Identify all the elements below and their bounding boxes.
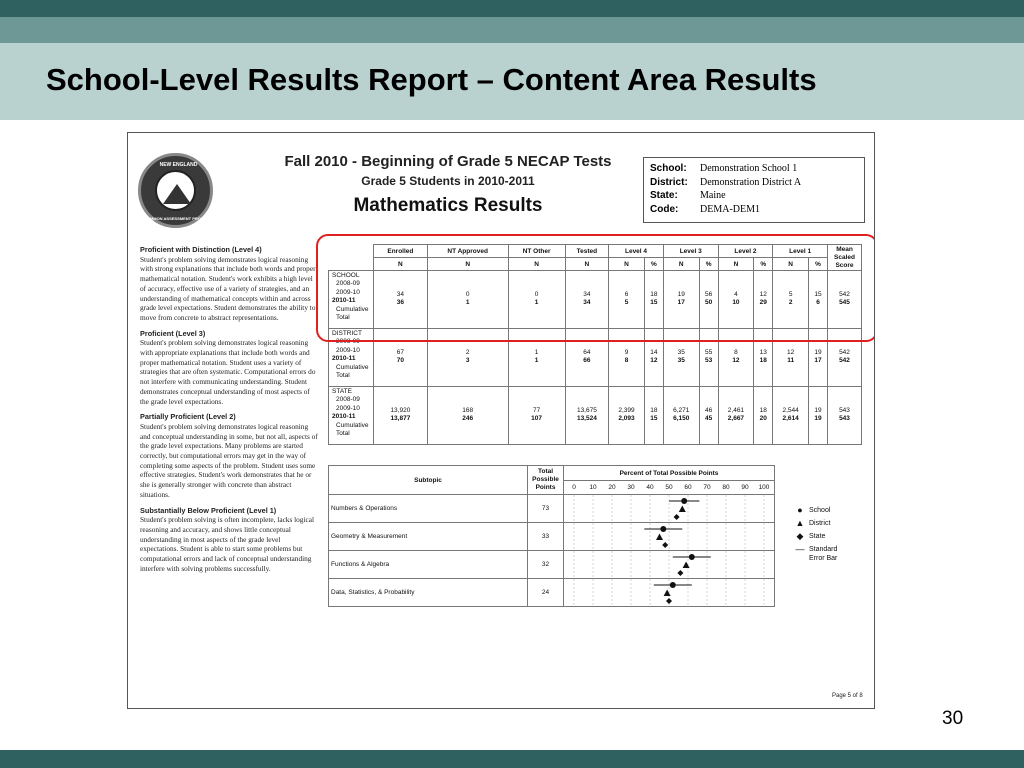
school-point (670, 582, 676, 588)
value-2010-11: 17 (814, 357, 822, 365)
value-2010-11: 70 (396, 357, 404, 365)
value-2009-10: 15 (814, 291, 822, 298)
value-2010-11: 18 (759, 357, 767, 365)
value-2009-10: 2,399 (618, 407, 635, 414)
value-2009-10: 12 (759, 291, 767, 298)
value-2010-11: 1 (534, 357, 539, 365)
page-footer: Page 5 of 8 (832, 693, 863, 699)
table-cell (699, 387, 718, 445)
value-2009-10: 18 (650, 291, 658, 298)
top-band (0, 0, 1024, 17)
subtopic-chart-row (564, 523, 774, 550)
legend-symbol-icon: ▲ (795, 518, 805, 528)
legend-label: State (809, 533, 826, 540)
value-2009-10: 18 (759, 407, 767, 414)
level-text: Student's problem solving demonstrates logical reasoning with strong explanations that include both words and proper mathematical notation. Student's work exhibits a high level of accuracy, effective use of a variety of strategies, and an understanding of mathematical concepts within and across grade level expectations. Student demonstrates the ability to move from concrete to abstract representations. (140, 254, 316, 322)
legend-item (791, 519, 843, 528)
value-2009-10: 13 (759, 349, 767, 356)
level-description (140, 412, 320, 499)
value-2009-10: 18 (650, 407, 658, 414)
info-row (650, 176, 858, 190)
value-2010-11: 35 (677, 357, 685, 365)
info-value: Demonstration District A (700, 176, 802, 188)
group-row-state (329, 387, 862, 445)
logo-text-bottom: COMMON ASSESSMENT PROGRAM (143, 216, 214, 221)
logo-text-top: NEW ENGLAND (159, 162, 198, 168)
value-2009-10: 55 (704, 349, 713, 356)
column-subheader: N (773, 258, 809, 271)
group-name: STATE (332, 388, 352, 395)
subtopic-points: 24 (528, 579, 564, 607)
table-cell (754, 387, 773, 445)
group-year: 2008-09 (336, 280, 360, 288)
column-subheader: N (508, 258, 565, 271)
level-heading: Substantially Below Proficient (Level 1) (140, 505, 277, 515)
value-2010-11: 12 (650, 357, 658, 365)
legend-item (791, 545, 843, 563)
chart-row-cell (564, 495, 775, 523)
district-point (683, 562, 690, 569)
value-2010-11: 1 (534, 299, 539, 307)
column-header: Level 2 (718, 245, 773, 258)
info-row (650, 189, 858, 203)
slide-page-number: 30 (942, 708, 964, 729)
value-2009-10: 2,461 (727, 407, 745, 414)
group-year: Cumulative (336, 421, 369, 429)
group-year: Total (336, 314, 350, 322)
table-cell (663, 387, 699, 445)
value-2009-10: 12 (787, 349, 795, 356)
chart-row-cell (564, 551, 775, 579)
info-row (650, 162, 858, 176)
state-point (666, 598, 672, 604)
axis-tick-label: 80 (722, 483, 730, 491)
subtopic-name: Data, Statistics, & Probability (329, 579, 528, 607)
slide-title: School-Level Results Report – Content Area Results (46, 62, 817, 97)
group-year: 2009-10 (336, 288, 360, 296)
group-year: 2010-11 (332, 413, 356, 421)
value-2009-10: 64 (583, 349, 591, 356)
value-2009-10: 9 (624, 349, 629, 356)
school-point (689, 554, 695, 560)
axis-tick-label: 40 (646, 483, 654, 491)
value-2010-11: 8 (624, 357, 629, 365)
level-heading: Proficient with Distinction (Level 4) (140, 245, 262, 254)
value-2009-10: 5 (788, 291, 793, 298)
column-subheader: % (754, 258, 773, 271)
level-text: Student's problem solving demonstrates logical reasoning with appropriate explanations that include both words and proper mathematical notation. Student uses a variety of strategies that are often systematic. Computational errors do not interfere with communicating understanding. Student demonstrates conceptual understanding of most aspects of the grade level expectations. (140, 338, 316, 406)
value-2009-10: 4 (734, 291, 738, 298)
group-year: Cumulative (336, 305, 369, 313)
group-label-cell (329, 387, 374, 445)
value-2010-11: 6 (816, 299, 820, 307)
subtopic-table (328, 465, 862, 607)
column-subheader: N (718, 258, 754, 271)
axis-tick-label: 20 (608, 483, 616, 491)
legend-item (791, 532, 843, 541)
table-cell (609, 387, 645, 445)
points-header: Total Possible Points (528, 466, 564, 495)
level-heading: Proficient (Level 3) (140, 328, 206, 338)
value-2009-10: 8 (734, 349, 738, 356)
top-band-secondary (0, 17, 1024, 43)
value-2010-11: 53 (704, 357, 713, 365)
value-2010-11: 45 (704, 415, 713, 423)
report-heading-1: Fall 2010 - Beginning of Grade 5 NECAP Tests (284, 153, 612, 170)
value-2010-11: 13,524 (576, 415, 597, 423)
value-2009-10: 542 (839, 291, 850, 298)
value-2009-10: 19 (814, 349, 822, 356)
group-year: 2010-11 (332, 355, 356, 363)
level-text: Student's problem solving demonstrates logical reasoning and conceptual understanding in some, but not all, aspects of the grade level expectations. Many problems are started correctly, but computational errors may get in the way of completing some aspects of the problem. Student uses some effective strategies. Student's work demonstrates that he or she is generally stronger with concrete than abstract situations. (140, 421, 318, 499)
value-2009-10: 19 (677, 291, 685, 298)
value-2009-10: 67 (396, 349, 404, 356)
subtopic-header-row (329, 466, 863, 481)
axis-tick-label: 50 (665, 483, 673, 491)
column-header: Enrolled (374, 245, 428, 258)
group-year: Total (336, 372, 350, 380)
chart-row-cell (564, 579, 775, 607)
value-2010-11: 29 (759, 299, 767, 307)
subtopic-chart-row (564, 551, 774, 578)
logo-center (155, 170, 196, 211)
info-value: DEMA-DEM1 (700, 203, 760, 215)
value-2010-11: 13,877 (390, 415, 411, 423)
column-header: Tested (565, 245, 609, 258)
value-2010-11: 36 (396, 299, 404, 307)
value-2010-11: 17 (677, 299, 685, 307)
legend-label: School (809, 507, 831, 514)
column-header: Level 3 (663, 245, 718, 258)
value-2010-11: 12 (732, 357, 740, 365)
subtopic-name: Functions & Algebra (329, 551, 528, 579)
value-2009-10: 6 (624, 291, 629, 298)
column-header: NT Approved (427, 245, 508, 258)
group-year: 2008-09 (336, 396, 360, 404)
table-cell (508, 387, 565, 445)
column-header: NT Other (508, 245, 565, 258)
value-2010-11: 10 (732, 299, 740, 307)
table-cell (773, 387, 809, 445)
table-cell (374, 387, 428, 445)
legend-label: District (809, 520, 831, 527)
subtopic-chart-row (564, 495, 774, 522)
group-year: Cumulative (336, 363, 369, 371)
axis-tick-label: 100 (758, 483, 770, 491)
legend-label: Standard Error Bar (809, 546, 838, 562)
table-cell (809, 387, 828, 445)
value-2010-11: 2,093 (618, 415, 635, 423)
table-cell (565, 387, 609, 445)
subtopic-points: 32 (528, 551, 564, 579)
level-description (140, 329, 320, 407)
info-value: Demonstration School 1 (700, 163, 798, 174)
value-2010-11: 50 (704, 299, 713, 307)
chart-row-cell (564, 523, 775, 551)
value-2010-11: 2,614 (782, 415, 799, 423)
subtopic-name: Numbers & Operations (329, 495, 528, 523)
value-2010-11: 15 (650, 299, 658, 307)
table-cell (644, 387, 663, 445)
value-2010-11: 15 (650, 415, 658, 423)
axis-tick-label: 90 (741, 483, 749, 491)
value-2010-11: 3 (465, 357, 470, 365)
level-description (140, 245, 320, 323)
value-2009-10: 168 (462, 407, 474, 414)
legend-symbol-icon: ● (797, 505, 803, 515)
state-point (677, 570, 683, 576)
value-2009-10: 0 (534, 291, 539, 298)
report-image (127, 132, 875, 709)
column-subheader: N (565, 258, 609, 271)
level-heading: Partially Proficient (Level 2) (140, 412, 236, 422)
info-row (650, 203, 858, 217)
subtopic-points: 33 (528, 523, 564, 551)
value-2010-11: 11 (787, 357, 795, 365)
value-2010-11: 2,667 (727, 415, 745, 423)
column-subheader: % (644, 258, 663, 271)
value-2009-10: 13,675 (576, 407, 597, 414)
value-2009-10: 77 (532, 407, 541, 414)
value-2009-10: 56 (704, 291, 713, 298)
report-heading-2: Grade 5 Students in 2010-2011 (361, 174, 535, 188)
value-2009-10: 34 (583, 291, 591, 298)
axis-ticks-cell (564, 481, 775, 495)
axis-tick-label: 0 (572, 483, 576, 491)
column-subheader: N (609, 258, 645, 271)
value-2010-11: 66 (583, 357, 591, 365)
legend-symbol-icon: — (795, 544, 805, 554)
value-2009-10: 46 (704, 407, 713, 414)
level-text: Student's problem solving is often incomplete, lacks logical reasoning and accuracy, and shows little conceptual understanding in most aspects of the grade level expectations. Student is able to start some problems but computational errors and lack of conceptual understanding interfere with solving problems successfully. (140, 515, 314, 573)
district-point (664, 590, 671, 597)
group-year: 2009-10 (336, 346, 360, 354)
value-2009-10: 19 (814, 407, 822, 414)
axis-tick-label: 60 (684, 483, 692, 491)
axis-tick-label: 30 (627, 483, 635, 491)
value-2010-11: 543 (839, 415, 850, 423)
legend-symbol-icon: ◆ (796, 531, 804, 541)
report-heading-3: Mathematics Results (353, 195, 543, 216)
school-point (681, 498, 687, 504)
necap-logo (138, 153, 213, 228)
subtopic-name: Geometry & Measurement (329, 523, 528, 551)
value-2009-10: 13,920 (390, 407, 411, 414)
value-2010-11: 542 (839, 357, 850, 365)
school-point (660, 526, 666, 532)
value-2010-11: 1 (465, 299, 470, 307)
info-label: School: (650, 163, 687, 174)
value-2010-11: 5 (624, 299, 629, 307)
bottom-band (0, 750, 1024, 768)
value-2009-10: 35 (677, 349, 685, 356)
column-header: Level 1 (773, 245, 828, 258)
group-name: DISTRICT (332, 330, 362, 337)
value-2010-11: 20 (759, 415, 767, 423)
level-description (140, 506, 320, 574)
district-point (656, 534, 663, 541)
state-point (662, 542, 668, 548)
value-2009-10: 543 (839, 407, 850, 414)
value-2010-11: 19 (814, 415, 822, 423)
school-highlight-box (316, 234, 875, 342)
value-2009-10: 0 (465, 291, 470, 298)
district-point (679, 506, 686, 513)
subtopic-chart-row (564, 579, 774, 606)
value-2010-11: 34 (583, 299, 591, 307)
value-2010-11: 246 (462, 415, 474, 423)
value-2010-11: 107 (531, 415, 543, 423)
info-label: Code: (650, 203, 679, 215)
value-2009-10: 2 (465, 349, 470, 356)
group-name: SCHOOL (332, 272, 360, 279)
value-2009-10: 542 (839, 349, 850, 356)
column-subheader: N (663, 258, 699, 271)
value-2010-11: 6,150 (673, 415, 690, 423)
group-year: 2010-11 (332, 297, 356, 305)
column-subheader: N (374, 258, 428, 271)
column-header: Mean Scaled Score (828, 245, 862, 271)
group-year: Total (336, 430, 350, 438)
legend-item (791, 506, 843, 515)
chart-legend (791, 506, 843, 567)
value-2009-10: 2,544 (782, 407, 799, 414)
info-label: District: (650, 176, 688, 188)
value-2010-11: 545 (839, 299, 850, 307)
column-subheader: % (699, 258, 718, 271)
column-header: Level 4 (609, 245, 664, 258)
value-2009-10: 1 (534, 349, 539, 356)
group-year: 2009-10 (336, 404, 360, 412)
value-2009-10: 14 (650, 349, 658, 356)
info-label: State: (650, 190, 678, 201)
axis-tick-label: 70 (703, 483, 711, 491)
chart-header: Percent of Total Possible Points (564, 466, 775, 481)
state-point (674, 514, 680, 520)
table-cell (427, 387, 508, 445)
info-value: Maine (700, 190, 726, 201)
subtopic-points: 73 (528, 495, 564, 523)
value-2010-11: 2 (788, 299, 793, 307)
column-subheader: N (427, 258, 508, 271)
level-descriptions (140, 245, 320, 580)
axis-ticks (564, 482, 774, 494)
subtopic-header: Subtopic (329, 466, 528, 495)
table-cell (828, 387, 862, 445)
axis-tick-label: 10 (589, 483, 597, 491)
value-2009-10: 6,271 (673, 407, 690, 414)
table-cell (718, 387, 754, 445)
column-subheader: % (809, 258, 828, 271)
group-year: 2008-09 (336, 338, 360, 346)
school-info-box (643, 157, 865, 223)
value-2009-10: 34 (396, 291, 404, 298)
